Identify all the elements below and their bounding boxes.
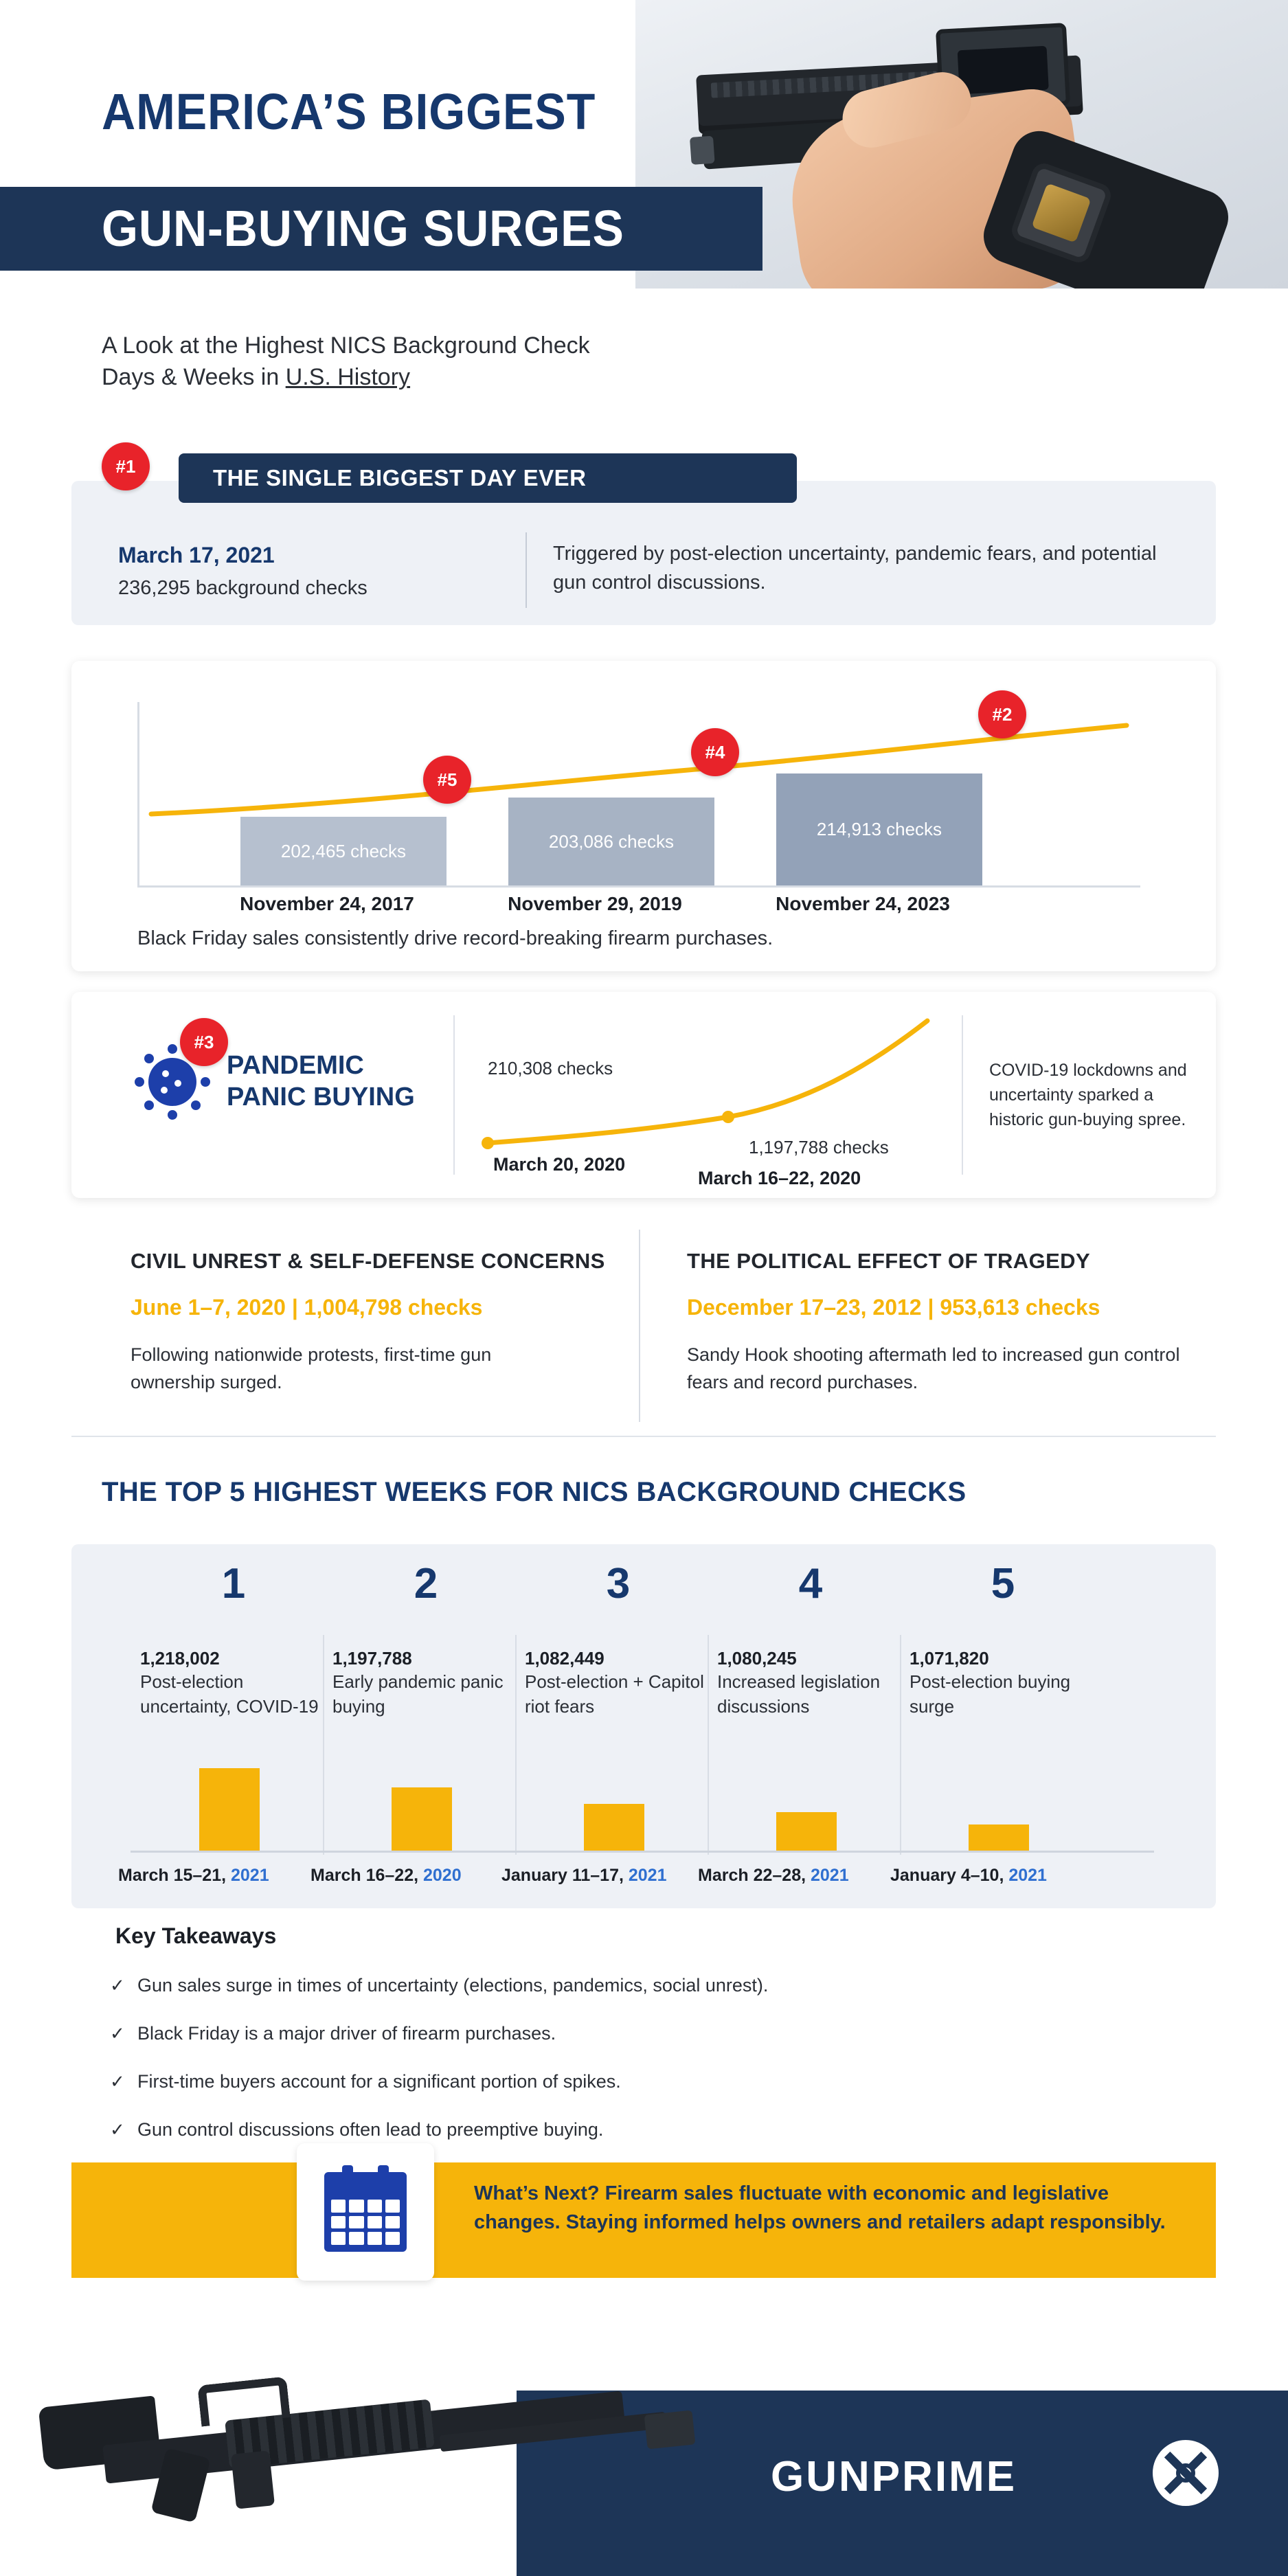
top-weeks-baseline: [131, 1851, 1154, 1853]
check-icon-2: ✓: [110, 2023, 125, 2044]
biggest-day-ribbon: [179, 453, 797, 503]
civil-unrest-heading: CIVIL UNREST & SELF-DEFENSE CONCERNS: [131, 1249, 605, 1273]
biggest-day-divider: [526, 532, 527, 608]
rank-badge-3: #3: [180, 1018, 228, 1066]
subtitle-line2: Days & Weeks in: [102, 364, 286, 390]
biggest-day-date: March 17, 2021: [118, 543, 275, 567]
week-bar-wrap-4: [708, 1745, 914, 1851]
biggest-day-ribbon-label: THE SINGLE BIGGEST DAY EVER: [213, 465, 587, 490]
week-bar-4: [776, 1812, 837, 1851]
pandemic-divider-right: [962, 1015, 963, 1175]
pandemic-value-week: 1,197,788 checks: [749, 1137, 889, 1157]
rifle-muzzle-icon: [644, 2410, 696, 2449]
hero-section: [0, 0, 1288, 323]
week-date-3: [501, 1866, 708, 1886]
week-bar-3: [584, 1804, 644, 1851]
week-rank-3: 3: [606, 1560, 631, 1607]
two-column-divider: [639, 1230, 640, 1422]
brand-logo-icon: [1153, 2440, 1219, 2506]
week-date-2-year: 2020: [423, 1866, 462, 1885]
key-takeaway-3: First-time buyers account for a significant portion of spikes.: [137, 2071, 621, 2092]
key-takeaway-2: Black Friday is a major driver of firearm purchases.: [137, 2023, 556, 2044]
week-rank-2: 2: [414, 1560, 438, 1607]
week-column-5: [900, 1559, 1106, 1719]
week-date-3-text: January 11–17,: [501, 1866, 629, 1885]
subtitle-link-us-history[interactable]: U.S. History: [285, 364, 411, 390]
week-column-2: [323, 1559, 529, 1719]
key-takeaways-title: Key Takeaways: [115, 1923, 277, 1948]
pandemic-value-day: 210,308 checks: [488, 1058, 613, 1078]
week-rank-1: 1: [221, 1560, 246, 1607]
week-number-2: 1,197,788: [332, 1648, 412, 1669]
week-bar-wrap-3: [515, 1745, 721, 1851]
pandemic-title-line1: PANDEMIC: [227, 1051, 364, 1080]
page-title-line1: AMERICA’S BIGGEST: [102, 83, 596, 140]
rank-badge-1: #1: [102, 442, 150, 490]
pandemic-date-week: March 16–22, 2020: [698, 1168, 861, 1188]
week-date-5: [890, 1866, 1096, 1886]
week-date-4: [698, 1866, 904, 1886]
week-column-1: [131, 1559, 337, 1719]
pandemic-divider-left: [453, 1015, 455, 1175]
bar-2019: 203,086 checks: [508, 798, 714, 885]
week-number-5: 1,071,820: [909, 1648, 989, 1669]
week-date-1-text: March 15–21,: [118, 1866, 231, 1885]
week-column-4: [708, 1559, 914, 1719]
whats-next-text: What’s Next? Firearm sales fluctuate with economic and legislative changes. Staying informed helps owners and retailers adapt responsibly.: [474, 2182, 1166, 2233]
week-number-1: 1,218,002: [140, 1648, 220, 1669]
week-bar-2: [392, 1787, 452, 1851]
page-title-line2: GUN-BUYING SURGES: [102, 200, 624, 257]
top-weeks-title: THE TOP 5 HIGHEST WEEKS FOR NICS BACKGROUND CHECKS: [102, 1477, 967, 1507]
chart-x-axis: [137, 885, 1140, 888]
key-takeaway-1: Gun sales surge in times of uncertainty (elections, pandemics, social unrest).: [137, 1975, 769, 1996]
political-tragedy-body: Sandy Hook shooting aftermath led to increased gun control fears and record purchases.: [687, 1344, 1180, 1392]
rifle-illustration: [27, 2336, 783, 2528]
biggest-day-description: Triggered by post-election uncertainty, pandemic fears, and potential gun control discussions.: [553, 543, 1157, 594]
rank-badge-2: #2: [978, 690, 1026, 738]
week-number-4: 1,080,245: [717, 1648, 797, 1669]
key-takeaway-4: Gun control discussions often lead to preemptive buying.: [137, 2119, 604, 2140]
week-bar-wrap-1: [131, 1745, 337, 1851]
week-date-2: [310, 1866, 517, 1886]
check-icon-4: ✓: [110, 2119, 125, 2140]
week-date-4-text: March 22–28,: [698, 1866, 811, 1885]
chart-y-axis: [137, 702, 139, 888]
pandemic-description: COVID-19 lockdowns and uncertainty sparked a historic gun-buying spree.: [989, 1061, 1187, 1129]
week-bar-wrap-2: [323, 1745, 529, 1851]
bar-2017: 202,465 checks: [240, 817, 447, 885]
week-date-2-text: March 16–22,: [310, 1866, 423, 1885]
week-column-3: [515, 1559, 721, 1719]
civil-unrest-body: Following nationwide protests, first-time gun ownership surged.: [131, 1344, 492, 1392]
week-date-1-year: 2021: [231, 1866, 269, 1885]
bf-date-2019: November 29, 2019: [508, 893, 682, 914]
section-rule: [71, 1436, 1216, 1437]
political-tragedy-heading: THE POLITICAL EFFECT OF TRAGEDY: [687, 1249, 1091, 1273]
week-date-4-year: 2021: [811, 1866, 849, 1885]
week-date-3-year: 2021: [628, 1866, 667, 1885]
week-bar-5: [969, 1824, 1029, 1851]
brand-wordmark: GUNPRIME: [771, 2453, 1017, 2500]
week-caption-4: Increased legislation discussions: [717, 1671, 881, 1717]
pandemic-title-line2: PANIC BUYING: [227, 1083, 415, 1111]
rifle-magazine-icon: [231, 2450, 275, 2509]
bar-2023: 214,913 checks: [776, 773, 982, 885]
pandemic-title: [227, 1050, 415, 1113]
week-date-5-year: 2021: [1008, 1866, 1047, 1885]
page-subtitle: [102, 330, 720, 393]
week-bar-wrap-5: [900, 1745, 1106, 1851]
week-rank-4: 4: [798, 1560, 823, 1607]
biggest-day-checks: 236,295 background checks: [118, 577, 368, 599]
pandemic-date-day: March 20, 2020: [493, 1154, 626, 1175]
civil-unrest-stat: June 1–7, 2020 | 1,004,798 checks: [131, 1295, 483, 1320]
week-date-1: [118, 1866, 324, 1886]
bf-date-2017: November 24, 2017: [240, 893, 414, 914]
week-caption-1: Post-election uncertainty, COVID-19: [140, 1671, 319, 1717]
rank-badge-4: #4: [691, 728, 739, 776]
bf-date-2023: November 24, 2023: [776, 893, 950, 914]
week-rank-5: 5: [991, 1560, 1015, 1607]
black-friday-note: Black Friday sales consistently drive record-breaking firearm purchases.: [137, 927, 773, 949]
subtitle-line1: A Look at the Highest NICS Background Check: [102, 332, 590, 359]
week-date-5-text: January 4–10,: [890, 1866, 1009, 1885]
week-number-3: 1,082,449: [525, 1648, 605, 1669]
week-bar-1: [199, 1768, 260, 1851]
week-caption-5: Post-election buying surge: [909, 1671, 1071, 1717]
political-tragedy-stat: December 17–23, 2012 | 953,613 checks: [687, 1295, 1100, 1320]
check-icon-3: ✓: [110, 2071, 125, 2092]
rank-badge-5: #5: [423, 756, 471, 804]
week-caption-2: Early pandemic panic buying: [332, 1671, 504, 1717]
calendar-icon: [324, 2172, 407, 2252]
week-caption-3: Post-election + Capitol riot fears: [525, 1671, 704, 1717]
check-icon-1: ✓: [110, 1975, 125, 1996]
